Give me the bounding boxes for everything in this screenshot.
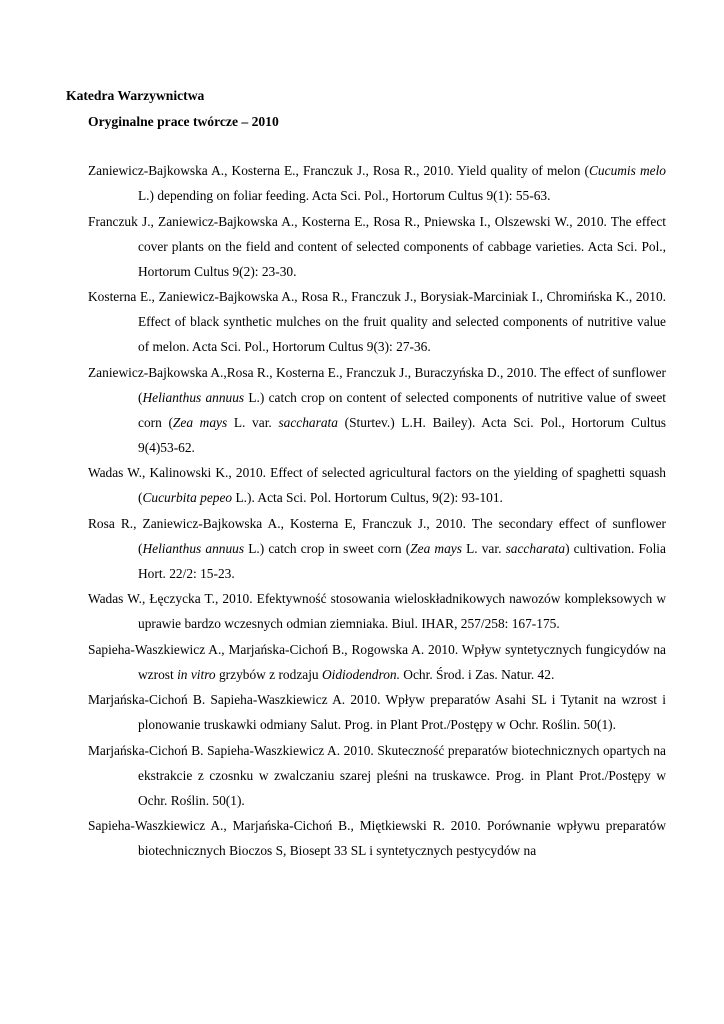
reference-text: L.) catch crop on content of selected components of nutritive value of sweet corn ( <box>138 389 666 430</box>
section-heading: Oryginalne prace twórcze – 2010 <box>88 114 279 129</box>
reference-item <box>88 209 666 284</box>
reference-item <box>88 738 666 813</box>
reference-text: L.). Acta Sci. Pol. Hortorum Cultus, 9(2): 93-101. <box>232 490 503 505</box>
reference-text: Wadas W., Kalinowski K., 2010. Effect of selected agricultural factors on the yielding of spaghetti squash ( <box>88 465 666 505</box>
reference-text: Franczuk J., Zaniewicz-Bajkowska A., Kosterna E., Rosa R., Pniewska I., Olszewski W., 2010. The effect cover plants on the field and content of selected components of cabbage varieties. Acta Sci. Pol., Hortorum Cultus 9(2): 23-30. <box>88 213 666 279</box>
reference-italic-text: Helianthus annuus <box>142 389 245 405</box>
reference-text: ) cultivation. Folia Hort. 22/2: 15-23. <box>138 540 666 581</box>
reference-item <box>88 687 666 737</box>
reference-text: Rosa R., Zaniewicz-Bajkowska A., Kosterna E, Franczuk J., 2010. The secondary effect of sunflower ( <box>88 515 666 556</box>
reference-text: L.) catch crop in sweet corn ( <box>244 540 411 556</box>
reference-italic-text: Helianthus annuus <box>142 540 245 556</box>
reference-list <box>88 158 666 864</box>
reference-italic-text: Zea mays <box>172 414 228 430</box>
reference-text: Marjańska-Cichoń B. Sapieha-Waszkiewicz A. 2010. Skuteczność preparatów biotechnicznych opartych na ekstrakcie z czosnku w zwalczaniu szarej pleśni na truskawce. Prog. in Plant Prot./Postępy w Ochr. Roślin. 50(1). <box>88 742 666 808</box>
reference-item <box>88 460 666 510</box>
department-heading: Katedra Warzywnictwa <box>66 88 205 103</box>
reference-text: Kosterna E., Zaniewicz-Bajkowska A., Rosa R., Franczuk J., Borysiak-Marciniak I., Chromińska K., 2010. Effect of black synthetic mulches on the fruit quality and selected components of nutritive value of melon. Acta Sci. Pol., Hortorum Cultus 9(3): 27-36. <box>88 289 666 354</box>
reference-text: L. var. <box>227 414 279 430</box>
reference-text: L.) depending on foliar feeding. Acta Sci. Pol., Hortorum Cultus 9(1): 55-63. <box>138 188 551 203</box>
reference-text: Sapieha-Waszkiewicz A., Marjańska-Cichoń B., Rogowska A. 2010. Wpływ syntetycznych fungicydów na wzrost <box>88 641 666 682</box>
reference-italic-text: in vitro <box>177 666 216 682</box>
reference-item <box>88 637 666 687</box>
reference-item <box>88 158 666 208</box>
reference-text: L. var. <box>461 540 506 556</box>
reference-italic-text: Zea mays <box>410 540 462 556</box>
reference-italic-text: Cucurbita pepeo <box>142 490 233 505</box>
reference-text: Marjańska-Cichoń B. Sapieha-Waszkiewicz A. 2010. Wpływ preparatów Asahi SL i Tytanit na wzrost i plonowanie truskawki odmiany Salut. Prog. in Plant Prot./Postępy w Ochr. Roślin. 50(1). <box>88 692 666 732</box>
reference-item <box>88 813 666 863</box>
reference-item <box>88 284 666 359</box>
reference-italic-text: saccharata <box>505 540 566 556</box>
reference-text: (Sturtev.) L.H. Bailey). Acta Sci. Pol., Hortorum Cultus 9(4)53-62. <box>138 414 666 455</box>
reference-italic-text: Oidiodendron. <box>321 666 400 682</box>
reference-text: grzybów z rodzaju <box>215 666 322 682</box>
reference-text: Sapieha-Waszkiewicz A., Marjańska-Cichoń B., Miętkiewski R. 2010. Porównanie wpływu preparatów biotechnicznych Bioczos S, Biosept 33 SL i syntetycznych pestycydów na <box>88 818 666 858</box>
reference-italic-text: Cucumis melo <box>589 163 667 178</box>
reference-text: Zaniewicz-Bajkowska A., Kosterna E., Franczuk J., Rosa R., 2010. Yield quality of melon ( <box>88 163 589 178</box>
reference-item <box>88 511 666 586</box>
reference-text: Zaniewicz-Bajkowska A.,Rosa R., Kosterna E., Franczuk J., Buraczyńska D., 2010. The effect of sunflower ( <box>88 364 666 405</box>
reference-item <box>88 586 666 636</box>
reference-text: Wadas W., Łęczycka T., 2010. Efektywność stosowania wieloskładnikowych nawozów kompleksowych w uprawie bardzo wczesnych odmian ziemniaka. Biul. IHAR, 257/258: 167-175. <box>88 591 666 631</box>
reference-text: Ochr. Środ. i Zas. Natur. 42. <box>399 666 555 682</box>
reference-italic-text: saccharata <box>278 414 338 430</box>
reference-item <box>88 360 666 460</box>
